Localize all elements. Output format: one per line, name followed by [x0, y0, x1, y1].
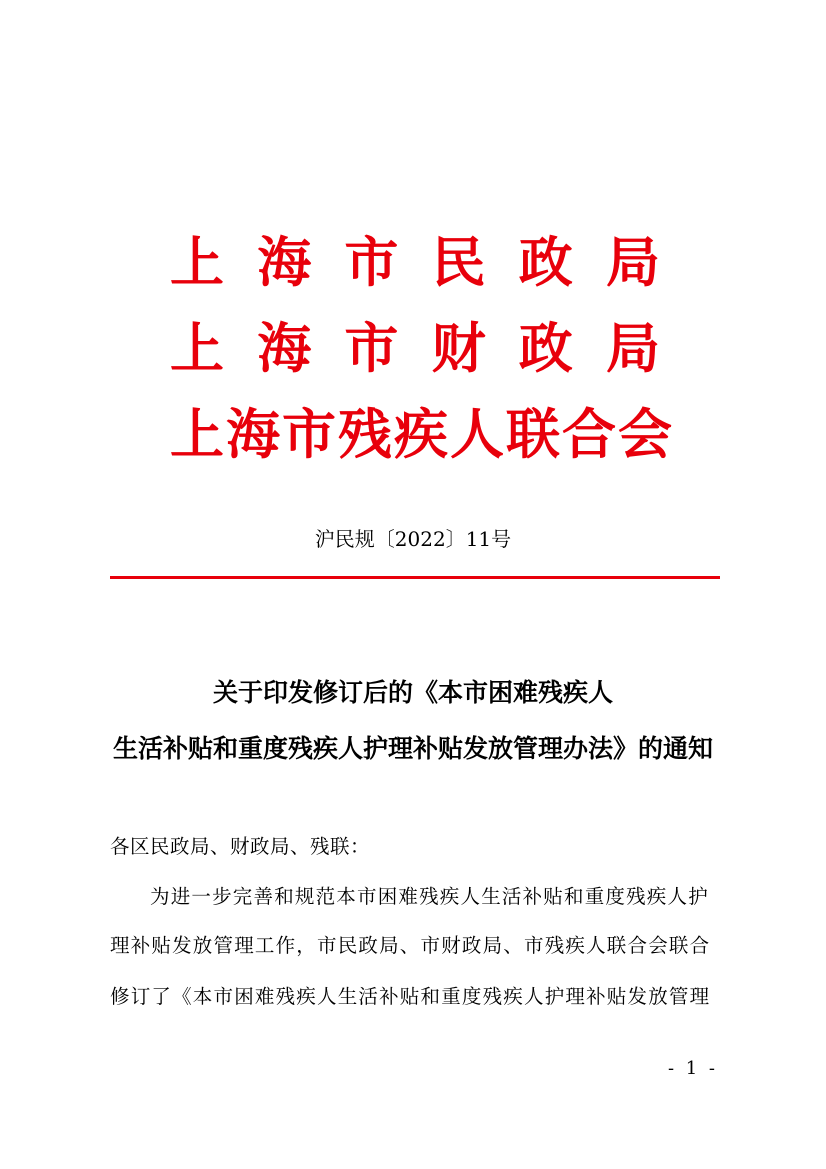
issuer-char: 政 [518, 230, 573, 294]
issuer-char: 上 [170, 230, 224, 294]
issuer-char: 上 [170, 316, 224, 380]
issuer-line-disabled-persons-federation: 上海市残疾人联合会 [170, 402, 674, 466]
document-title-line-1: 关于印发修订后的《本市困难残疾人 [212, 678, 613, 707]
issuer-char: 海 [257, 316, 312, 380]
issuer-char: 市 [344, 230, 399, 294]
issuer-char: 海 [257, 230, 312, 294]
issuer-char: 政 [518, 316, 573, 380]
issuer-char: 局 [605, 316, 660, 380]
salutation: 各区民政局、财政局、残联： [110, 835, 371, 858]
issuer-char: 局 [605, 230, 660, 294]
paragraph-line: 修订了《本市困难残疾人生活补贴和重度残疾人护理补贴发放管理 [110, 985, 711, 1008]
issuer-line-civil-affairs-bureau [170, 232, 660, 292]
issuer-char: 财 [431, 316, 486, 380]
document-title-line-2: 生活补贴和重度残疾人护理补贴发放管理办法》的通知 [112, 734, 713, 763]
issuer-char: 民 [431, 230, 486, 294]
document-number: 沪民规〔2022〕11号 [314, 527, 512, 551]
issuer-line-finance-bureau [170, 318, 660, 378]
issuer-char: 市 [344, 316, 399, 380]
paragraph-line: 为进一步完善和规范本市困难残疾人生活补贴和重度残疾人护 [150, 885, 709, 908]
red-divider-line [110, 576, 720, 579]
paragraph-line: 理补贴发放管理工作，市民政局、市财政局、市残疾人联合会联合 [110, 934, 711, 957]
page-number: - 1 - [667, 1058, 718, 1079]
